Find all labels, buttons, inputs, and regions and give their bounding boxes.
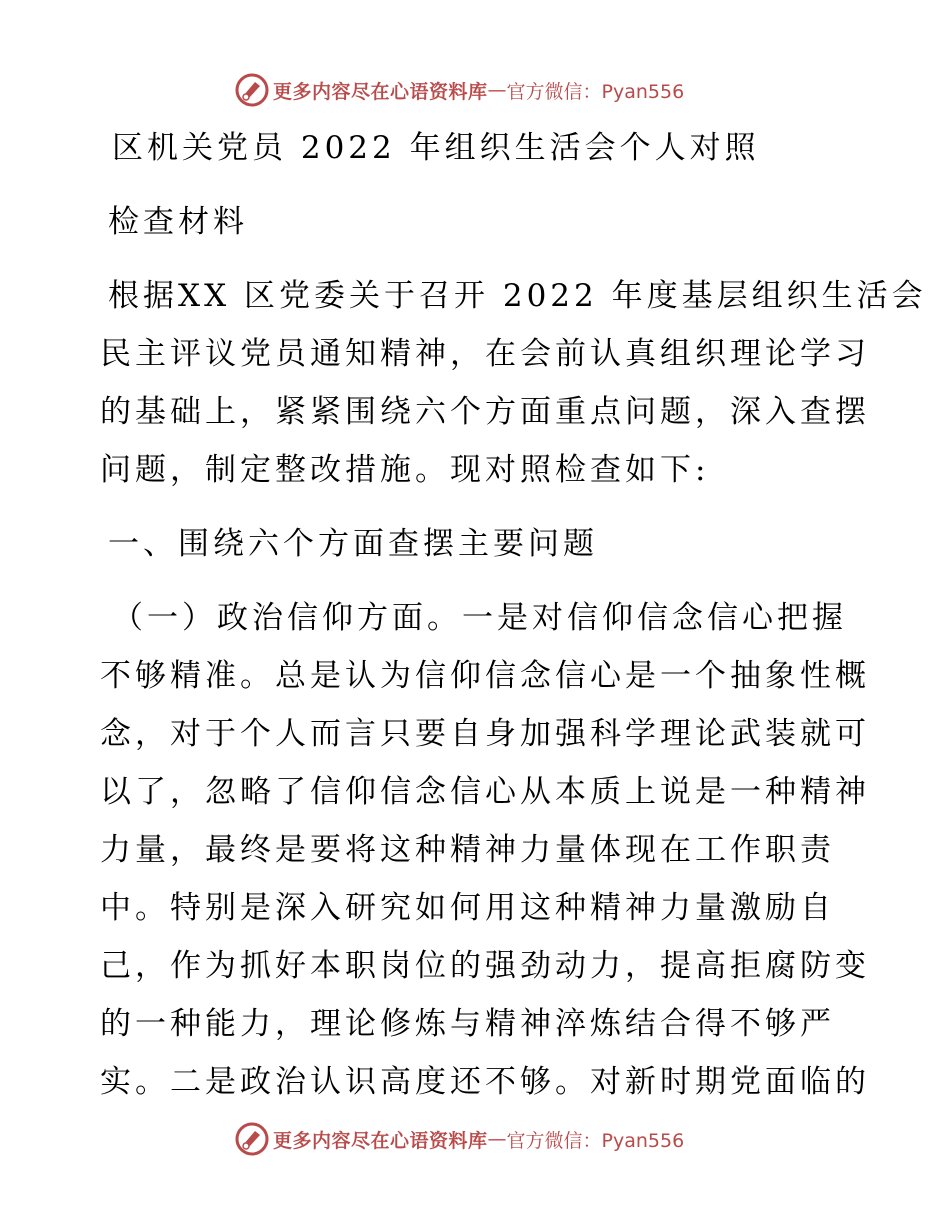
section-body-line: 中。特别是深入研究如何用这种精神力量激励自 bbox=[100, 890, 835, 926]
intro-paragraph-line: 问题，制定整改措施。现对照检查如下: bbox=[100, 452, 710, 488]
section-body-line: 力量，最终是要将这种精神力量体现在工作职责 bbox=[100, 832, 835, 868]
header-watermark bbox=[235, 72, 684, 108]
watermark-wechat-label: 官方微信：Pyan556 bbox=[506, 80, 685, 103]
watermark-dash: — bbox=[487, 1128, 507, 1150]
intro-paragraph-line: 的基础上，紧紧围绕六个方面重点问题，深入查摆 bbox=[100, 394, 870, 430]
section-heading: 一、围绕六个方面查摆主要问题 bbox=[108, 526, 598, 562]
section-body-line: （一）政治信仰方面。一是对信仰信念信心把握 bbox=[112, 600, 847, 636]
document-title-line-1: 区机关党员 2022 年组织生活会个人对照 bbox=[112, 130, 760, 166]
footer-watermark bbox=[235, 1121, 684, 1157]
watermark-wechat-label: 官方微信：Pyan556 bbox=[506, 1129, 685, 1152]
section-body-line: 念，对于个人而言只要自身加强科学理论武装就可 bbox=[100, 716, 870, 752]
watermark-text: 更多内容尽在心语资料库 bbox=[273, 1129, 488, 1152]
section-body-line: 不够精准。总是认为信仰信念信心是一个抽象性概 bbox=[100, 658, 870, 694]
watermark-logo-icon bbox=[235, 73, 269, 107]
watermark-text: 更多内容尽在心语资料库 bbox=[273, 80, 488, 103]
document-title-line-2: 检查材料 bbox=[108, 204, 248, 240]
section-body-line: 的一种能力，理论修炼与精神淬炼结合得不够严 bbox=[100, 1006, 835, 1042]
intro-paragraph-line: 民主评议党员通知精神，在会前认真组织理论学习 bbox=[100, 336, 870, 372]
watermark-dash: — bbox=[487, 79, 507, 101]
section-body-line: 以了，忽略了信仰信念信心从本质上说是一种精神 bbox=[100, 774, 870, 810]
section-body-line: 实。二是政治认识高度还不够。对新时期党面临的 bbox=[100, 1064, 870, 1100]
watermark-logo-icon bbox=[235, 1122, 269, 1156]
intro-paragraph-line: 根据XX 区党委关于召开 2022 年度基层组织生活会 bbox=[108, 278, 927, 314]
section-body-line: 己，作为抓好本职岗位的强劲动力，提高拒腐防变 bbox=[100, 948, 870, 984]
